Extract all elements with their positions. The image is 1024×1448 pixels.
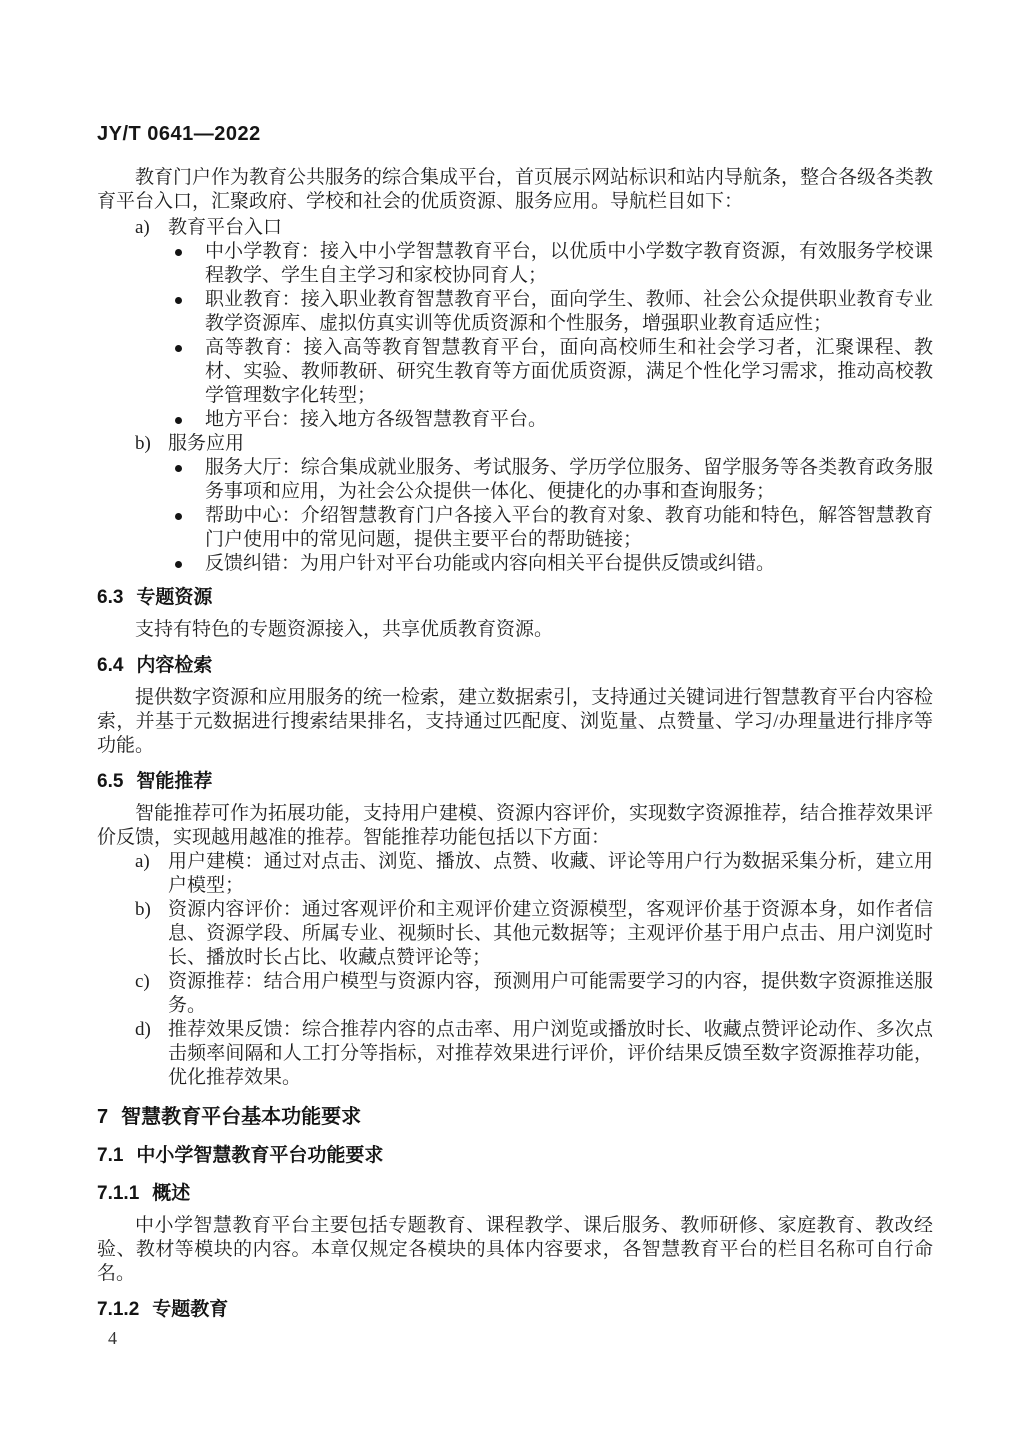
section-title: 概述 — [152, 1183, 191, 1204]
chapter-title: 智慧教育平台基本功能要求 — [121, 1106, 362, 1128]
section-6-5-list — [97, 850, 933, 1090]
section-heading-7-1 — [97, 1144, 933, 1168]
bullet-item — [97, 336, 933, 408]
section-6-4-paragraph: 提供数字资源和应用服务的统一检索，建立数据索引，支持通过关键词进行智慧教育平台内容检索，并基于元数据进行搜索结果排名，支持通过匹配度、浏览量、点赞量、学习/办理量进行排序等功能。 — [97, 687, 934, 756]
bullet-text: 高等教育：接入高等教育智慧教育平台，面向高校师生和社会学习者，汇聚课程、教材、实验、教师教研、研究生教育等方面优质资源，满足个性化学习需求，推动高校教学管理数字化转型； — [205, 337, 933, 406]
standard-code-header: JY/T 0641—2022 — [97, 123, 261, 145]
bullet-icon — [175, 561, 182, 568]
section-heading-7-1-1 — [97, 1182, 933, 1206]
bullet-item — [97, 456, 933, 504]
list-item-text: 用户建模：通过对点击、浏览、播放、点赞、收藏、评论等用户行为数据采集分析，建立用户模型； — [168, 851, 933, 896]
section-title: 内容检索 — [136, 655, 213, 676]
page-number: 4 — [108, 1328, 117, 1348]
chapter-number: 7 — [97, 1106, 109, 1128]
list-marker: a) — [135, 217, 150, 238]
section-heading-6-4 — [97, 654, 933, 678]
page-content — [97, 123, 933, 1322]
bullet-icon — [175, 249, 182, 256]
section-title: 中小学智慧教育平台功能要求 — [136, 1145, 384, 1166]
list-item — [97, 898, 933, 970]
section-title: 智能推荐 — [136, 771, 213, 792]
bullet-text: 职业教育：接入职业教育智慧教育平台，面向学生、教师、社会公众提供职业教育专业教学资源库、虚拟仿真实训等优质资源和个性服务，增强职业教育适应性； — [205, 289, 933, 334]
section-7-1-1-paragraph: 中小学智慧教育平台主要包括专题教育、课程教学、课后服务、教师研修、家庭教育、教改经验、教材等模块的内容。本章仅规定各模块的具体内容要求，各智慧教育平台的栏目名称可自行命名。 — [97, 1215, 933, 1284]
bullet-item — [97, 408, 933, 432]
list-item-title: 教育平台入口 — [168, 217, 283, 238]
section-number: 6.5 — [97, 771, 124, 792]
section-number: 6.3 — [97, 587, 124, 608]
list-marker: c) — [135, 971, 150, 992]
bullet-icon — [175, 417, 182, 424]
section-title: 专题资源 — [136, 587, 213, 608]
section-6-5-paragraph: 智能推荐可作为拓展功能，支持用户建模、资源内容评价，实现数字资源推荐，结合推荐效果评价反馈，实现越用越准的推荐。智能推荐功能包括以下方面： — [97, 803, 934, 848]
bullet-text: 地方平台：接入地方各级智慧教育平台。 — [205, 409, 548, 430]
intro-paragraph: 教育门户作为教育公共服务的综合集成平台，首页展示网站标识和站内导航条，整合各级各类教育平台入口，汇聚政府、学校和社会的优质资源、服务应用。导航栏目如下： — [97, 167, 934, 212]
section-6-3-paragraph: 支持有特色的专题资源接入，共享优质教育资源。 — [135, 619, 554, 640]
bullet-icon — [175, 513, 182, 520]
section-number: 7.1.2 — [97, 1299, 140, 1320]
list-item-a — [97, 216, 933, 240]
list-item-text: 资源推荐：结合用户模型与资源内容，预测用户可能需要学习的内容，提供数字资源推送服务。 — [168, 971, 933, 1016]
list-item-b — [97, 432, 933, 456]
list-item-text: 推荐效果反馈：综合推荐内容的点击率、用户浏览或播放时长、收藏点赞评论动作、多次点击频率间隔和人工打分等指标，对推荐效果进行评价，评价结果反馈至数字资源推荐功能，优化推荐效果。 — [168, 1019, 933, 1088]
bullet-icon — [175, 465, 182, 472]
list-item-title: 服务应用 — [168, 433, 245, 454]
bullet-item — [97, 504, 933, 552]
list-item — [97, 970, 933, 1018]
list-item — [97, 1018, 933, 1090]
section-number: 6.4 — [97, 655, 124, 676]
section-heading-7-1-2 — [97, 1298, 933, 1322]
section-heading-6-5 — [97, 770, 933, 794]
chapter-heading-7 — [97, 1104, 933, 1130]
section-heading-6-3 — [97, 586, 933, 610]
list-marker: a) — [135, 851, 150, 872]
bullet-item — [97, 288, 933, 336]
section-number: 7.1 — [97, 1145, 124, 1166]
bullet-icon — [175, 297, 182, 304]
bullet-item — [97, 240, 933, 288]
bullet-text: 中小学教育：接入中小学智慧教育平台，以优质中小学数字教育资源，有效服务学校课程教学、学生自主学习和家校协同育人； — [205, 241, 933, 286]
list-marker: d) — [135, 1019, 151, 1040]
bullet-text: 服务大厅：综合集成就业服务、考试服务、学历学位服务、留学服务等各类教育政务服务事项和应用，为社会公众提供一体化、便捷化的办事和查询服务； — [205, 457, 933, 502]
list-item-text: 资源内容评价：通过客观评价和主观评价建立资源模型，客观评价基于资源本身，如作者信息、资源学段、所属专业、视频时长、其他元数据等；主观评价基于用户点击、用户浏览时长、播放时长占比、收藏点赞评论等； — [168, 899, 933, 968]
list-marker: b) — [135, 899, 151, 920]
bullet-icon — [175, 345, 182, 352]
bullet-text: 帮助中心：介绍智慧教育门户各接入平台的教育对象、教育功能和特色，解答智慧教育门户使用中的常见问题，提供主要平台的帮助链接； — [205, 505, 933, 550]
list-marker: b) — [135, 433, 151, 454]
section-number: 7.1.1 — [97, 1183, 140, 1204]
section-title: 专题教育 — [152, 1299, 229, 1320]
list-item — [97, 850, 933, 898]
bullet-item — [97, 552, 933, 576]
bullet-text: 反馈纠错：为用户针对平台功能或内容向相关平台提供反馈或纠错。 — [205, 553, 776, 574]
nav-items-list — [97, 216, 933, 576]
